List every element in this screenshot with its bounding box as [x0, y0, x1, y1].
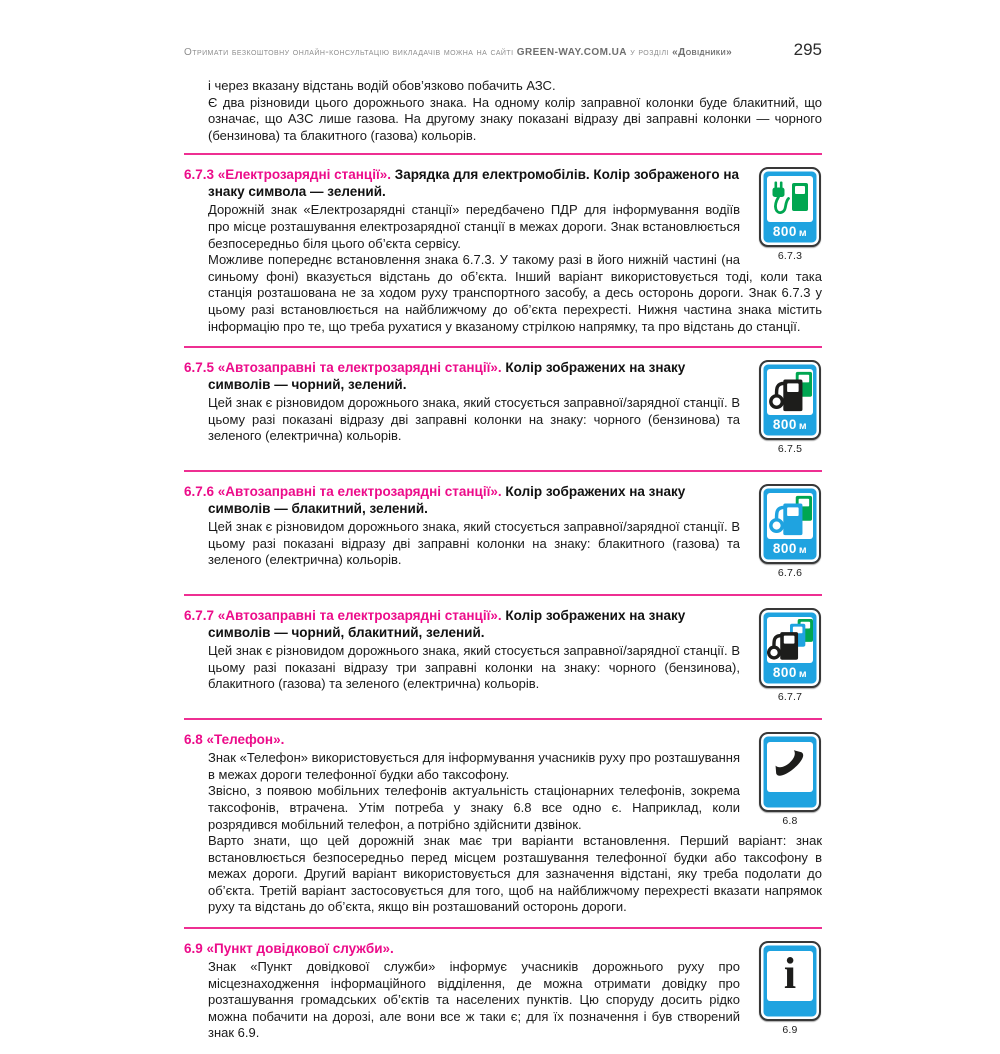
- section-title: «Автозаправні та електрозарядні станції».: [217, 360, 502, 376]
- road-sign-block-6-7-3: [758, 167, 822, 262]
- running-head-middle: у розділі: [630, 47, 669, 58]
- sign-caption: 6.9: [782, 1024, 798, 1037]
- section-heading: [184, 607, 822, 641]
- pink-separator: [184, 153, 822, 155]
- section-heading: [184, 359, 822, 393]
- sign-6-7-3: [759, 167, 821, 247]
- road-sign-block-6-7-6: [758, 484, 822, 579]
- section-body: [208, 643, 822, 693]
- section-number: 6.7.6: [184, 484, 215, 500]
- paragraph: Цей знак є різновидом дорожнього знака, який стосується заправної/зарядної станції. В цьому разі показані відразу дві заправні колонки на знаку: блакитного (газова) та зеленого (електрична) кольорів.: [208, 519, 740, 568]
- section-6-8: [184, 729, 822, 918]
- paragraph: Дорожній знак «Електрозарядні станції» передбачено ПДР для інформування водіїв про місце розташування електрозарядної станції в межах дороги. Знак встановлюється безпосередньо біля цього об’єкта сервісу.: [208, 202, 740, 251]
- gas-and-ev-icon: [767, 493, 813, 539]
- section-heading: [184, 166, 822, 200]
- section-subtitle: Колір зображених на знаку символів — чорний, блакитний, зелений.: [208, 608, 686, 641]
- section-title: «Автозаправні та електрозарядні станції».: [217, 608, 502, 624]
- paragraph: Цей знак є різновидом дорожнього знака, який стосується заправної/зарядної станції. В цьому разі показані відразу дві заправні колонки на знаку: чорного (бензинова) та зеленого (електрична) кольорів.: [208, 395, 740, 444]
- sign-caption: 6.7.5: [777, 443, 803, 456]
- sign-distance-label: 800 м: [772, 417, 808, 433]
- paragraph: Звісно, з появою мобільних телефонів актуальність стаціонарних телефонів, зокрема таксофонів, втрачена. Утім потреба у знаку 6.8 все одно є. Наприклад, коли розрядився мобільний телефон, а потрібно здійснити дзвінок.: [208, 783, 740, 832]
- section-number: 6.8: [184, 732, 203, 748]
- ev-charging-icon: [767, 176, 813, 222]
- section-6-7-5: [184, 357, 822, 461]
- section-title: «Телефон».: [206, 732, 285, 748]
- sign-caption: 6.8: [782, 815, 798, 828]
- road-sign-block-6-7-7: [758, 608, 822, 703]
- paragraph: Знак «Телефон» використовується для інформування учасників руху про розташування в межах дороги телефонної будки або таксофону.: [208, 750, 740, 782]
- sign-6-7-6: [759, 484, 821, 564]
- section-6-7-6: [184, 481, 822, 585]
- pink-separator: [184, 594, 822, 596]
- section-6-7-7: [184, 605, 822, 709]
- section-subtitle: Колір зображених на знаку символів — чорний, зелений.: [208, 360, 686, 393]
- sign-6-7-7: [759, 608, 821, 688]
- fuel-gas-ev-icon: [767, 617, 813, 663]
- section-body: [208, 959, 822, 1042]
- road-sign-block-6-7-5: [758, 360, 822, 455]
- sign-6-7-5: [759, 360, 821, 440]
- sign-distance-label: 800 м: [772, 541, 808, 557]
- sign-caption: 6.7.7: [777, 691, 803, 704]
- sign-6-8: [759, 732, 821, 812]
- section-heading: [184, 940, 822, 957]
- paragraph: Варто знати, що цей дорожній знак має три варіанти встановлення. Перший варіант: знак встановлюється безпосередньо перед місцем розташування телефонної будки або таксофону в межах дороги. Другий варіант використовується для зазначення відстані, яку треба подолати до об’єкта. Третій варіант застосовується для того, щоб на найближчому перехресті вказати напрямок руху та відстань до об’єкта, якщо він розташований осторонь дороги.: [208, 833, 822, 915]
- information-icon: i: [767, 951, 813, 1001]
- paragraph: Можливе попереднє встановлення знака 6.7.3. У такому разі в його нижній частині (на синьому фоні) вказується відстань до об’єкта. Інший варіант використовується тоді, коли така станція розташована не за ходом руху транспортного засобу, а десь осторонь дороги. Знак 6.7.3 у цьому разі встановлюється на найближчому до об’єкта перехресті. Нижня частина знака містить інформацію про те, що треба рухатися у вказаному стрілкою напрямку, та про відстань до станції.: [208, 252, 822, 334]
- section-subtitle: Колір зображених на знаку символів — блакитний, зелений.: [208, 484, 686, 517]
- sign-caption: 6.7.3: [777, 250, 803, 263]
- paragraph: Є два різновиди цього дорожнього знака. На одному колір заправної колонки буде блакитний, що означає, що АЗС лише газова. На другому знаку показані відразу дві заправні колонки — чорного (бензинова) та блакитного (газова) кольорів.: [208, 94, 822, 143]
- page-number: 295: [793, 40, 822, 59]
- sign-6-9: [759, 941, 821, 1021]
- pink-separator: [184, 470, 822, 472]
- section-body: [208, 750, 822, 916]
- section-6-9: [184, 938, 822, 1044]
- sign-distance-label: 800 м: [772, 224, 808, 240]
- telephone-icon: [767, 742, 813, 792]
- section-number: 6.7.7: [184, 608, 215, 624]
- section-body: [208, 519, 822, 569]
- section-subtitle: Зарядка для електромобілів. Колір зображеного на знаку символа — зелений.: [208, 167, 739, 200]
- section-number: 6.7.5: [184, 360, 215, 376]
- section-title: «Пункт довідкової служби».: [206, 941, 394, 957]
- road-sign-block-6-8: [758, 732, 822, 827]
- section-number: 6.7.3: [184, 167, 215, 183]
- site-url: GREEN-WAY.COM.UA: [516, 47, 627, 58]
- section-6-7-3: [184, 164, 822, 337]
- fuel-and-ev-icon: [767, 369, 813, 415]
- section-body: [208, 395, 822, 445]
- running-head-prefix: Отримати безкоштовну онлайн-консультацію викладачів можна на сайті: [184, 47, 514, 58]
- running-head-section-ref: «Довідники»: [672, 47, 733, 58]
- section-heading: [184, 731, 822, 748]
- intro-text: [208, 78, 822, 144]
- pink-separator: [184, 718, 822, 720]
- section-body: [208, 202, 822, 335]
- sign-caption: 6.7.6: [777, 567, 803, 580]
- road-sign-block-6-9: [758, 941, 822, 1036]
- paragraph: Цей знак є різновидом дорожнього знака, який стосується заправної/зарядної станції. В цьому разі показані відразу три заправні колонки на знаку: чорного (бензинова), блакитного (газова) та зеленого (електрична) кольорів.: [208, 643, 740, 692]
- section-title: «Електрозарядні станції».: [217, 167, 391, 183]
- section-heading: [184, 483, 822, 517]
- sign-distance-label: 800 м: [772, 665, 808, 681]
- paragraph: Знак «Пункт довідкової служби» інформує учасників дорожнього руху про місцезнаходження інформаційного відділення, де можна отримати довідку про розташування громадських об’єктів та населених пунктів. Цю споруду досить рідко можна побачити на дорозі, але вони все ж таки є; для їх позначення і був створений знак 6.9.: [208, 959, 740, 1041]
- running-head: [184, 40, 822, 60]
- pink-separator: [184, 927, 822, 929]
- paragraph: і через вказану відстань водій обов’язково побачить АЗС.: [208, 78, 556, 93]
- section-number: 6.9: [184, 941, 203, 957]
- pink-separator: [184, 346, 822, 348]
- section-title: «Автозаправні та електрозарядні станції».: [217, 484, 502, 500]
- running-head-text: [184, 47, 732, 58]
